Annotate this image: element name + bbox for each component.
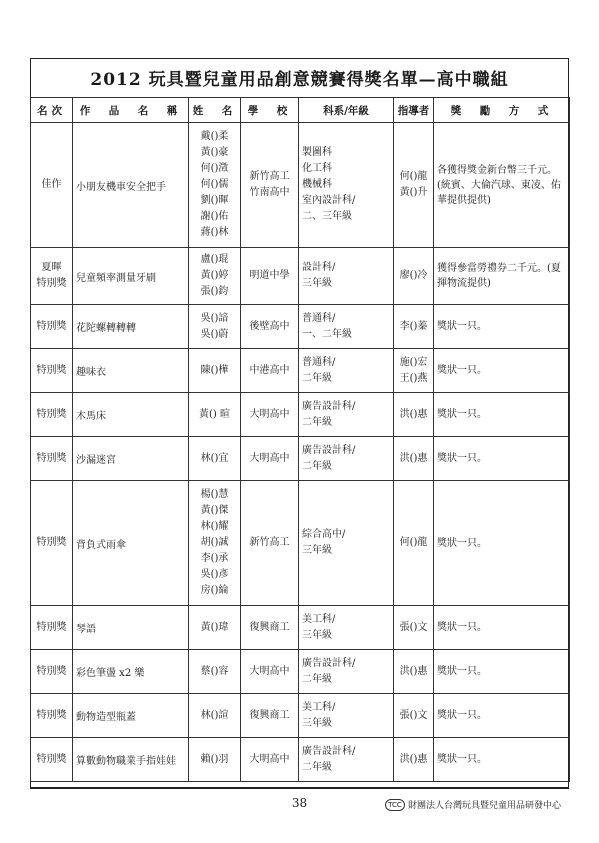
names-line: 李()承 (200, 553, 229, 564)
org-name: 財團法人台灣玩具暨兒童用品研發中心 (407, 801, 561, 811)
dept-line: 三年級 (302, 717, 332, 729)
rank-line: 特別獎 (36, 278, 67, 289)
names-line: 賴()羽 (200, 753, 229, 765)
table-row (31, 481, 570, 606)
table-row (31, 606, 570, 650)
rank-line: 特別獎 (36, 709, 67, 721)
dept-line: 二年級 (302, 673, 332, 685)
advisor-line: 洪()惠 (399, 408, 428, 420)
advisor-cell (394, 305, 434, 349)
names-cell (189, 606, 241, 650)
rank-line: 特別獎 (36, 364, 67, 376)
advisor-line: 何()龍 (399, 171, 428, 182)
dept-line: 製圖科 (302, 147, 332, 158)
school-cell (241, 650, 299, 694)
school-cell (241, 606, 299, 650)
advisor-line: 王()燕 (399, 372, 428, 384)
names-line: 黃()豪 (200, 147, 229, 158)
award-table (30, 97, 570, 782)
names-line: 林()諠 (200, 709, 229, 721)
names-line: 吳()彥 (200, 569, 229, 580)
table-row (31, 694, 570, 738)
dept-line: 美工科/ (302, 701, 336, 713)
dept-line: 機械科 (302, 179, 332, 190)
work-cell: 算數動物職業手指娃娃 (73, 738, 189, 782)
dept-cell (299, 738, 394, 782)
dept-line: 普通科/ (302, 312, 336, 324)
header-school: 學 校 (241, 98, 299, 123)
dept-line: 普通科/ (302, 356, 336, 368)
dept-cell (299, 606, 394, 650)
dept-line: 室內設計科/ (302, 195, 356, 206)
award-cell: 獲得參當勞禮券二千元。(夏揮物流提供) (434, 248, 570, 305)
rank-line: 特別獎 (36, 537, 67, 548)
rank-line: 特別獎 (36, 621, 67, 633)
dept-cell (299, 481, 394, 606)
dept-cell (299, 123, 394, 248)
school-cell (241, 694, 299, 738)
names-line: 戴()柔 (200, 131, 229, 142)
dept-line: 二年級 (302, 460, 332, 472)
header-work: 作 品 名 稱 (73, 98, 189, 123)
rank-line: 佳作 (41, 179, 62, 190)
rank-cell (31, 393, 73, 437)
rank-cell (31, 437, 73, 481)
school-line: 中港高中 (249, 364, 290, 376)
award-cell: 獎狀一只。 (434, 393, 570, 437)
dept-line: 三年級 (302, 278, 332, 289)
rank-line: 特別獎 (36, 665, 67, 677)
names-line: 林()耀 (200, 521, 229, 532)
names-cell (189, 481, 241, 606)
award-cell: 各獲得獎金新台幣三千元。(統賓、大倫汽球、東凌、佑華提供提供) (434, 123, 570, 248)
rank-cell (31, 123, 73, 248)
advisor-line: 施()宏 (399, 356, 428, 368)
work-cell: 兒童頻率測量牙刷 (73, 248, 189, 305)
table-row (31, 349, 570, 393)
award-cell: 獎狀一只。 (434, 738, 570, 782)
advisor-cell (394, 349, 434, 393)
dept-cell (299, 349, 394, 393)
dept-cell (299, 694, 394, 738)
award-cell: 獎狀一只。 (434, 481, 570, 606)
names-cell (189, 437, 241, 481)
tcc-logo-icon: TCC (385, 799, 405, 811)
header-award: 獎 勵 方 式 (434, 98, 570, 123)
names-cell (189, 738, 241, 782)
school-cell (241, 738, 299, 782)
header-name: 姓 名 (189, 98, 241, 123)
work-cell: 花陀螺轉轉轉 (73, 305, 189, 349)
advisor-line: 洪()惠 (399, 665, 428, 677)
table-row (31, 248, 570, 305)
dept-line: 綜合高中/ (302, 529, 346, 540)
names-line: 陳()樺 (200, 364, 229, 376)
dept-line: 三年級 (302, 545, 332, 556)
award-cell: 獎狀一只。 (434, 305, 570, 349)
advisor-line: 張()文 (399, 709, 428, 721)
names-line: 何()儒 (200, 179, 229, 190)
advisor-line: 何()龍 (399, 537, 428, 548)
work-cell: 小朋友機車安全把手 (73, 123, 189, 248)
rank-cell (31, 694, 73, 738)
names-line: 吳()諳 (200, 312, 229, 324)
names-cell (189, 393, 241, 437)
names-line: 房()綸 (200, 585, 229, 596)
work-cell: 彩色筆盪 x2 樂 (73, 650, 189, 694)
rank-cell (31, 248, 73, 305)
dept-cell (299, 393, 394, 437)
advisor-cell (394, 738, 434, 782)
table-row (31, 738, 570, 782)
advisor-line: 洪()惠 (399, 452, 428, 464)
work-cell: 動物造型瓶蓋 (73, 694, 189, 738)
work-cell: 琴語 (73, 606, 189, 650)
names-line: 蔡()容 (200, 665, 229, 677)
names-line: 蔣()林 (200, 227, 229, 238)
dept-line: 三年級 (302, 629, 332, 641)
dept-line: 廣告設計科/ (302, 657, 356, 669)
footer-rule (30, 788, 569, 789)
award-cell: 獎狀一只。 (434, 437, 570, 481)
advisor-cell (394, 437, 434, 481)
work-cell: 趣味衣 (73, 349, 189, 393)
table-row (31, 437, 570, 481)
rank-line: 特別獎 (36, 452, 67, 464)
advisor-cell (394, 248, 434, 305)
dept-line: 美工科/ (302, 613, 336, 625)
advisor-line: 張()文 (399, 621, 428, 633)
advisor-cell (394, 481, 434, 606)
names-cell (189, 123, 241, 248)
header-dept: 科系/年級 (299, 98, 394, 123)
dept-line: 設計科/ (302, 262, 336, 273)
advisor-line: 洪()惠 (399, 753, 428, 765)
school-cell (241, 393, 299, 437)
names-line: 黃()瑋 (200, 621, 229, 633)
dept-line: 化工科 (302, 163, 332, 174)
school-cell (241, 248, 299, 305)
award-cell: 獎狀一只。 (434, 349, 570, 393)
dept-line: 二年級 (302, 416, 332, 428)
school-line: 大明高中 (249, 408, 290, 420)
school-cell (241, 437, 299, 481)
advisor-cell (394, 650, 434, 694)
award-cell: 獎狀一只。 (434, 650, 570, 694)
work-cell: 背負式雨傘 (73, 481, 189, 606)
rank-cell (31, 349, 73, 393)
school-line: 新竹高工 (249, 537, 290, 548)
advisor-line: 李()蓁 (399, 320, 428, 332)
school-line: 復興商工 (249, 621, 290, 633)
names-line: 黃()婷 (200, 270, 229, 281)
advisor-line: 黃()升 (399, 187, 428, 198)
rank-cell (31, 650, 73, 694)
school-cell (241, 349, 299, 393)
dept-line: 廣告設計科/ (302, 745, 356, 757)
dept-line: 二年級 (302, 761, 332, 773)
names-line: 黃() 暄 (199, 408, 230, 420)
school-cell (241, 123, 299, 248)
dept-line: 廣告設計科/ (302, 400, 356, 412)
dept-line: 二、三年級 (302, 211, 352, 222)
work-cell: 沙漏迷宮 (73, 437, 189, 481)
names-line: 盧()琨 (200, 254, 229, 265)
header-rank: 名次 (31, 98, 73, 123)
names-line: 胡()誠 (200, 537, 229, 548)
names-line: 劉()暉 (200, 195, 229, 206)
school-line: 大明高中 (249, 665, 290, 677)
rank-line: 夏暉 (41, 262, 62, 273)
table-row (31, 123, 570, 248)
award-cell: 獎狀一只。 (434, 694, 570, 738)
dept-cell (299, 248, 394, 305)
header-row (31, 98, 570, 123)
advisor-cell (394, 123, 434, 248)
names-line: 何()澂 (200, 163, 229, 174)
header-advisor: 指導者 (394, 98, 434, 123)
names-cell (189, 694, 241, 738)
names-line: 楊()慧 (200, 489, 229, 500)
dept-cell (299, 650, 394, 694)
school-line: 明道中學 (249, 270, 290, 281)
school-cell (241, 481, 299, 606)
rank-line: 特別獎 (36, 320, 67, 332)
page-title: 2012 玩具暨兒童用品創意競賽得獎名單—高中職組 (90, 69, 509, 90)
rank-cell (31, 738, 73, 782)
table-row (31, 393, 570, 437)
dept-cell (299, 437, 394, 481)
names-line: 謝()佑 (200, 211, 229, 222)
dept-cell (299, 305, 394, 349)
names-line: 張()鈞 (200, 286, 229, 297)
rank-cell (31, 305, 73, 349)
page-number: 38 (291, 796, 308, 810)
names-cell (189, 248, 241, 305)
advisor-cell (394, 393, 434, 437)
school-line: 大明高中 (249, 753, 290, 765)
school-line: 後壁高中 (249, 320, 290, 332)
names-line: 林()宜 (200, 452, 229, 464)
rank-cell (31, 606, 73, 650)
award-cell: 獎狀一只。 (434, 606, 570, 650)
dept-line: 二年級 (302, 372, 332, 384)
work-cell: 木馬床 (73, 393, 189, 437)
school-line: 大明高中 (249, 452, 290, 464)
table-row (31, 650, 570, 694)
table-row (31, 305, 570, 349)
names-cell (189, 349, 241, 393)
dept-line: 一、二年級 (302, 328, 352, 340)
school-line: 新竹高工 (249, 171, 290, 182)
rank-line: 特別獎 (36, 753, 67, 765)
school-line: 復興商工 (249, 709, 290, 721)
advisor-cell (394, 606, 434, 650)
rank-cell (31, 481, 73, 606)
dept-line: 廣告設計科/ (302, 444, 356, 456)
school-cell (241, 305, 299, 349)
names-line: 吳()蔚 (200, 328, 229, 340)
names-cell (189, 650, 241, 694)
advisor-line: 廖()冷 (399, 270, 428, 281)
names-cell (189, 305, 241, 349)
rank-line: 特別獎 (36, 408, 67, 420)
names-line: 黃()傑 (200, 505, 229, 516)
school-line: 竹南高中 (249, 187, 290, 198)
footer-org (385, 798, 561, 811)
advisor-cell (394, 694, 434, 738)
